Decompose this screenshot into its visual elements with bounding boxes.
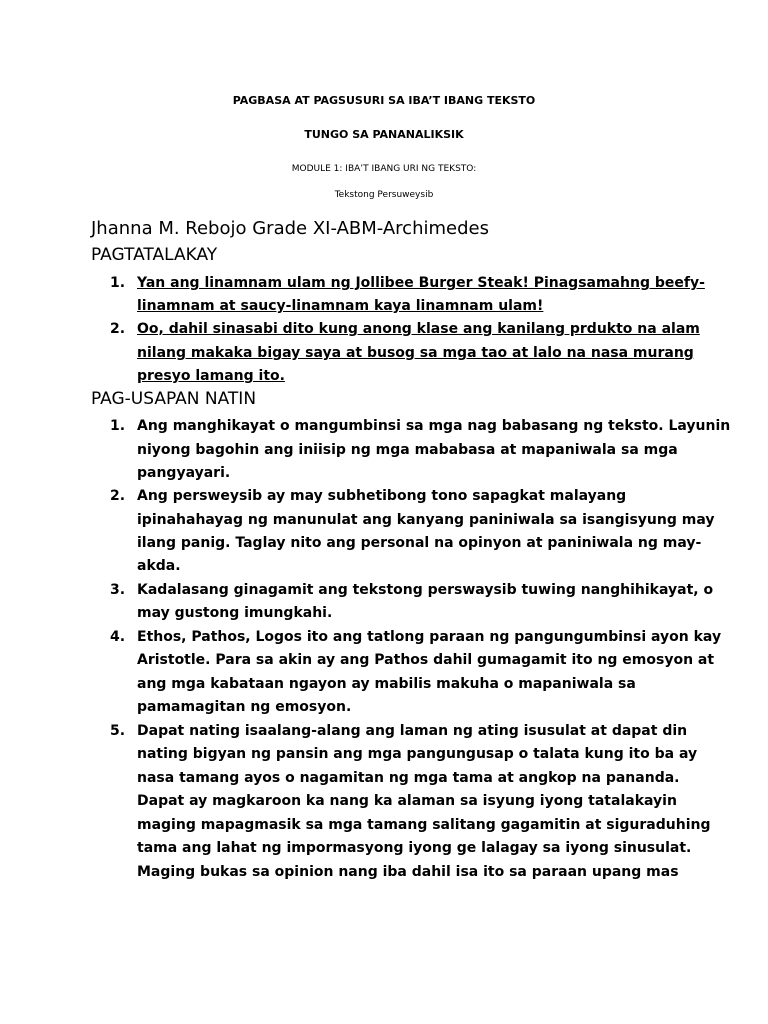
list-item-line: Ang persweysib ay may subhetibong tono sapagkat malayang xyxy=(137,488,627,504)
list-item-line: Oo, dahil sinasabi dito kung anong klase ang kanilang prdukto na alam xyxy=(137,321,700,337)
list-item-line: ilang panig. Taglay nito ang personal na opinyon at paniniwala ng may- xyxy=(137,535,702,551)
section-heading-pag-usapan: PAG-USAPAN NATIN xyxy=(91,389,257,409)
list-item-line: akda. xyxy=(137,558,181,574)
list-item-number: 3. xyxy=(110,582,126,598)
list-item-line: pangyayari. xyxy=(137,465,231,481)
list-item-line: Dapat nating isaalang-alang ang laman ng ating isusulat at dapat din xyxy=(137,723,688,739)
list-item-number: 2. xyxy=(110,488,126,504)
list-item-line: nilang makaka bigay saya at busog sa mga tao at lalo na nasa murang xyxy=(137,345,694,361)
list-item-line: Dapat ay magkaroon ka nang ka alaman sa isyung iyong tatalakayin xyxy=(137,793,677,809)
list-item-line: nating bigyan ng pansin ang mga pangungusap o talata kung ito ba ay xyxy=(137,746,698,762)
list-item-line: maging mapagmasik sa mga tamang salitang gagamitin at siguraduhing xyxy=(137,817,711,833)
list-item-line: nasa tamang ayos o nagamitan ng mga tama at angkop na pananda. xyxy=(137,770,680,786)
list-item-line: Yan ang linamnam ulam ng Jollibee Burger Steak! Pinagsamahng beefy- xyxy=(137,275,705,291)
list-item-number: 5. xyxy=(110,723,126,739)
list-item-number: 4. xyxy=(110,629,126,645)
list-item-line: Ang manghikayat o mangumbinsi sa mga nag babasang ng teksto. Layunin xyxy=(137,418,731,434)
list-item-line: pamamagitan ng emosyon. xyxy=(137,699,352,715)
list-item-line: ang mga kabataan ngayon ay mabilis makuha o mapaniwala sa xyxy=(137,676,636,692)
list-item-line: tama ang lahat ng impormasyong iyong ge lalagay sa iyong sinusulat. xyxy=(137,840,692,856)
list-item-number: 1. xyxy=(110,418,126,434)
section-heading-pagtatalakay: PAGTATALAKAY xyxy=(91,245,218,265)
list-item-line: may gustong imungkahi. xyxy=(137,605,333,621)
list-item-line: Maging bukas sa opinion nang iba dahil isa ito sa paraan upang mas xyxy=(137,864,679,880)
author-line: Jhanna M. Rebojo Grade XI-ABM-Archimedes xyxy=(91,218,489,239)
document-title-line1: PAGBASA AT PAGSUSURI SA IBA’T IBANG TEKSTO xyxy=(232,94,536,107)
topic-line: Tekstong Persuweysib xyxy=(334,190,434,200)
list-item-line: Kadalasang ginagamit ang tekstong perswaysib tuwing nanghihikayat, o xyxy=(137,582,714,598)
list-item-number: 2. xyxy=(110,321,126,337)
list-item-line: ipinahahayag ng manunulat ang kanyang paniniwala sa isangisyung may xyxy=(137,512,715,528)
list-item-line: Aristotle. Para sa akin ay ang Pathos dahil gumagamit ito ng emosyon at xyxy=(137,652,715,668)
list-item-line: niyong bagohin ang iniisip ng mga mababasa at mapaniwala sa mga xyxy=(137,442,678,458)
module-line: MODULE 1: IBA’T IBANG URI NG TEKSTO: xyxy=(291,164,477,174)
list-item-number: 1. xyxy=(110,275,126,291)
list-item-line: linamnam at saucy-linamnam kaya linamnam ulam! xyxy=(137,298,544,314)
list-item-line: Ethos, Pathos, Logos ito ang tatlong paraan ng pangungumbinsi ayon kay xyxy=(137,629,722,645)
list-item-line: presyo lamang ito. xyxy=(137,368,285,384)
document-title-line2: TUNGO SA PANANALIKSIK xyxy=(304,128,464,141)
